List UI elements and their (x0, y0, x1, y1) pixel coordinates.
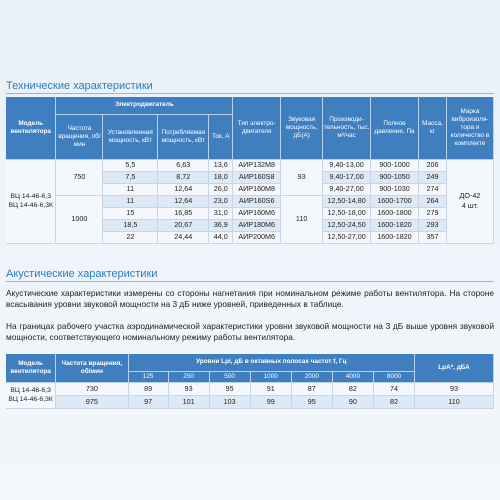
acoustic-cell: 93 (415, 382, 494, 395)
tech-cell: 7,5 (103, 171, 158, 183)
acoustic-cell: 91 (250, 382, 291, 395)
tech-model-cell: ВЦ 14-46-6,3 ВЦ 14-46-6,3К (6, 159, 56, 243)
tech-cell: АИР180М6 (233, 219, 281, 231)
tech-cell: 9,40-13,00 (323, 159, 371, 171)
acoustic-levels-header: Уровни Lpi, дБ в октавных полосах частот f, Гц (128, 354, 414, 371)
tech-sound-1000: 110 (281, 195, 323, 243)
col-installed-header: Установленная мощность, кВт (103, 114, 158, 159)
col-sound-header: Звуковая мощность, дБ(А) (281, 97, 323, 159)
tech-cell: 1600-1820 (371, 231, 419, 243)
freq-header: 2000 (291, 371, 332, 382)
tech-cell: 12,50-27,00 (323, 231, 371, 243)
tech-cell: 1600-1800 (371, 207, 419, 219)
acoustic-cell: 82 (332, 382, 373, 395)
tech-cell: 22 (103, 231, 158, 243)
tech-cell: 12,50-18,00 (323, 207, 371, 219)
tech-cell: 20,67 (158, 219, 209, 231)
acoustic-cell: 87 (291, 382, 332, 395)
acoustic-cell: 95 (291, 395, 332, 408)
tech-cell: 357 (418, 231, 446, 243)
tech-rpm-1000: 1000 (56, 195, 103, 243)
acoustic-section-title: Акустические характеристики (6, 268, 158, 280)
tech-cell: 6,63 (158, 159, 209, 171)
tech-cell: 279 (418, 207, 446, 219)
tech-cell: 13,6 (209, 159, 233, 171)
col-pressure-header: Полное давление, Па (371, 97, 419, 159)
tech-mark-cell: ДО-42 4 шт. (446, 159, 493, 243)
tech-cell: 8,72 (158, 171, 209, 183)
tech-cell: 9,40-27,00 (323, 183, 371, 195)
tech-cell: 9,40-17,00 (323, 171, 371, 183)
acoustic-cell: 93 (168, 382, 209, 395)
col-mass-header: Масса, кг (418, 97, 446, 159)
tech-cell: 293 (418, 219, 446, 231)
tech-cell: 274 (418, 183, 446, 195)
acoustic-cell: 89 (128, 382, 168, 395)
tech-cell: 36,9 (209, 219, 233, 231)
tech-cell: 1600-1820 (371, 219, 419, 231)
tech-cell: 23,0 (209, 195, 233, 207)
col-model-header: Модель вентилятора (6, 97, 56, 159)
tech-cell: 31,0 (209, 207, 233, 219)
tech-title-rule (6, 93, 494, 94)
tech-cell: 26,0 (209, 183, 233, 195)
tech-cell: 11 (103, 183, 158, 195)
col-motor-header: Электродвигатель (56, 97, 233, 114)
tech-cell: 5,5 (103, 159, 158, 171)
acoustic-cell: 97 (128, 395, 168, 408)
tech-sound-750: 93 (281, 159, 323, 195)
tech-table (6, 97, 494, 244)
tech-cell: 1600-1700 (371, 195, 419, 207)
acoustic-cell: 103 (209, 395, 250, 408)
tech-cell: 18,0 (209, 171, 233, 183)
tech-cell: 11 (103, 195, 158, 207)
col-mark-header: Марка виброизолятора и количество в комплекте (446, 97, 493, 159)
tech-cell: АИР132М8 (233, 159, 281, 171)
acoustic-title-rule (6, 281, 494, 282)
acoustic-cell: 975 (56, 395, 128, 408)
acoustic-cell: 90 (332, 395, 373, 408)
freq-header: 4000 (332, 371, 373, 382)
acoustic-cell: 110 (415, 395, 494, 408)
freq-header: 250 (168, 371, 209, 382)
acoustic-rpm-header: Частота вращения, об/мин (56, 354, 128, 382)
acoustic-paragraph-2: На границах рабочего участка аэродинамической характеристики уровни звуковой мощности на 3 дБ выше уровня звуковой мощности, соответствующего номинальному режиму работы вентилятора. (6, 321, 494, 342)
tech-cell: АИР200М6 (233, 231, 281, 243)
tech-cell: 15 (103, 207, 158, 219)
acoustic-paragraph-1: Акустические характеристики измерены со стороны нагнетания при номинальном режиме работы вентилятора. На стороне всасывания уровни звуковой мощности на 3 дБ ниже уровней, приведенных в таблице. (6, 288, 494, 309)
tech-cell: 12,50-14,80 (323, 195, 371, 207)
tech-cell: АИР160S8 (233, 171, 281, 183)
tech-cell: 24,44 (158, 231, 209, 243)
acoustic-model-cell: ВЦ 14-46-6,3 ВЦ 14-46-6,3К (6, 382, 56, 408)
tech-cell: 264 (418, 195, 446, 207)
tech-cell: 900-1050 (371, 171, 419, 183)
col-consumed-header: Потребляемая мощность, кВт (158, 114, 209, 159)
tech-cell: АИР160М8 (233, 183, 281, 195)
col-current-header: Ток, А (209, 114, 233, 159)
acoustic-cell: 730 (56, 382, 128, 395)
col-flow-header: Производительность, тыс. м³/час (323, 97, 371, 159)
freq-header: 125 (128, 371, 168, 382)
tech-section-title: Технические характеристики (6, 80, 153, 92)
tech-cell: АИР160М6 (233, 207, 281, 219)
acoustic-cell: 99 (250, 395, 291, 408)
acoustic-cell: 95 (209, 382, 250, 395)
acoustic-cell: 74 (373, 382, 414, 395)
freq-header: 1000 (250, 371, 291, 382)
tech-cell: 900-1030 (371, 183, 419, 195)
acoustic-table (6, 354, 494, 409)
acoustic-lpa-header: LpA*, дБА (415, 354, 494, 382)
col-rpm-header: Частота вращения, об/мин (56, 114, 103, 159)
acoustic-cell: 101 (168, 395, 209, 408)
tech-cell: 44,0 (209, 231, 233, 243)
tech-cell: АИР160S6 (233, 195, 281, 207)
col-motor-type-header: Тип электродвигателя (233, 97, 281, 159)
tech-cell: 206 (418, 159, 446, 171)
tech-cell: 12,50-24,50 (323, 219, 371, 231)
tech-cell: 12,64 (158, 183, 209, 195)
tech-cell: 12,64 (158, 195, 209, 207)
tech-cell: 16,85 (158, 207, 209, 219)
tech-cell: 18,5 (103, 219, 158, 231)
freq-header: 500 (209, 371, 250, 382)
tech-rpm-750: 750 (56, 159, 103, 195)
tech-cell: 900-1000 (371, 159, 419, 171)
acoustic-model-header: Модель вентилятора (6, 354, 56, 382)
acoustic-cell: 82 (373, 395, 414, 408)
freq-header: 8000 (373, 371, 414, 382)
tech-cell: 249 (418, 171, 446, 183)
